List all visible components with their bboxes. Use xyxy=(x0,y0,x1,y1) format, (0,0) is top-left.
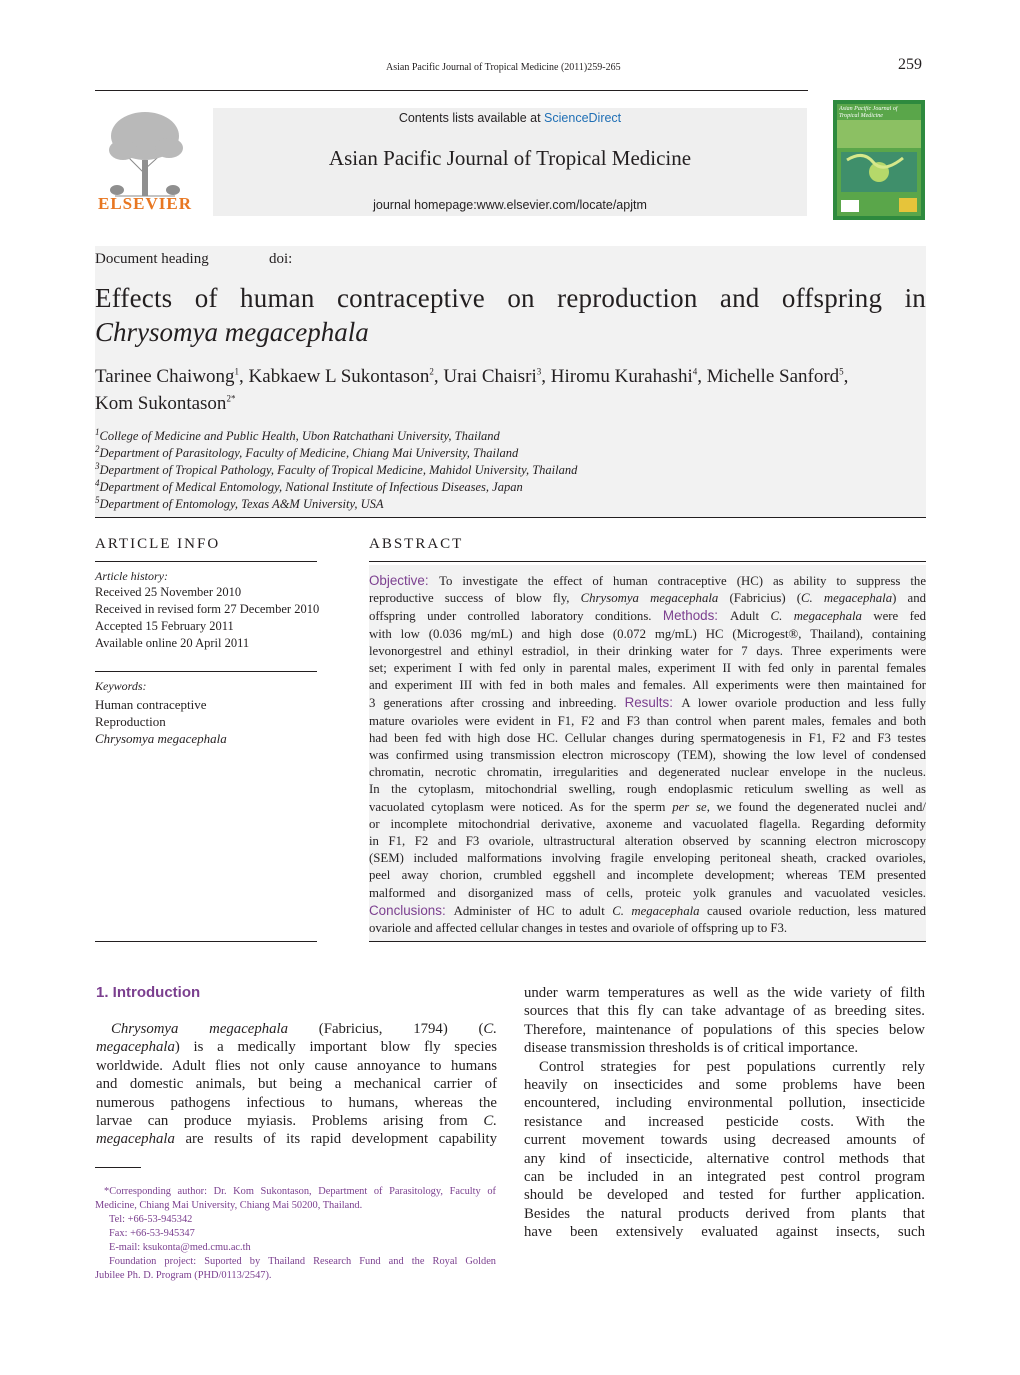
text-run: any kind of insecticide, alternative control methods that xyxy=(524,1150,925,1167)
elsevier-wordmark: ELSEVIER xyxy=(98,194,192,213)
text-run: and domestic animals, but being a mechanical carrier of xyxy=(96,1076,497,1093)
text-run: vacuolated cytoplasm were noticed. As for the sperm xyxy=(369,799,673,814)
abstract-line xyxy=(369,902,926,920)
section-label: Methods: xyxy=(662,608,730,624)
affiliation-list xyxy=(95,428,926,513)
text-run: A lower ovariole production and less fully xyxy=(681,696,926,711)
text-run: mature ovarioles were evident in F1, F2 and F3 than control when parent males, females and both xyxy=(369,713,926,728)
author-affiliation-marker: 4 xyxy=(692,366,698,377)
text-run: (Fabricius, 1794) ( xyxy=(288,1021,484,1037)
footnote-funding-2: Jubilee Ph. D. Program (PHD/0113/2547). xyxy=(95,1270,272,1281)
article-history-label: Article history: xyxy=(95,569,168,583)
text-run: numerous pathogens infectious to humans, whereas the xyxy=(96,1094,497,1111)
text-run: , we found the degenerated nuclei and/ xyxy=(706,799,926,814)
affiliation-number: 3 xyxy=(95,460,100,471)
author-name: Kabkaew L Sukontason xyxy=(248,366,430,387)
history-entry: Received 25 November 2010 xyxy=(95,585,242,599)
author-affiliation-marker: 3 xyxy=(536,366,542,377)
intro-line xyxy=(524,1205,925,1223)
journal-cover xyxy=(833,100,925,220)
abstract-line xyxy=(369,781,926,798)
abstract-line xyxy=(369,764,926,781)
text-run: Control strategies for pest populations currently rely xyxy=(539,1058,925,1075)
abstract-line xyxy=(369,660,926,677)
abstract-line xyxy=(369,747,926,764)
text-run: 3 generations after crossing and inbreeding. xyxy=(369,696,625,711)
text-run: ovariole and affected cellular changes in testes and ovariole of offspring up to F3. xyxy=(369,921,788,936)
footnote-corresponding-1: *Corresponding author: Dr. Kom Sukontason, Department of Parasitology, Faculty of xyxy=(104,1186,496,1197)
text-run: chromatin, necrotic chromatin, irregularities and degenerated nuclear envelope in the nucleus. xyxy=(369,765,926,780)
intro-line xyxy=(524,1094,925,1112)
introduction-right-column xyxy=(524,984,925,1242)
text-run: was confirmed using transmission electron microscopy (TEM), showing the low level of condensed xyxy=(369,748,926,763)
text-run: Besides the natural products derived from plants that xyxy=(524,1205,925,1222)
affiliation-text: Department of Medical Entomology, National Institute of Infectious Diseases, Japan xyxy=(99,480,523,494)
intro-line xyxy=(96,1094,497,1112)
text-run: (SEM) included malformations involving fragile enveloping peritoneal sheath, cracked ovarioles, xyxy=(369,851,926,866)
abstract-line xyxy=(369,572,926,590)
text-run: heavily on insecticides and some problems have been xyxy=(524,1077,925,1094)
affiliation xyxy=(95,479,926,496)
author-separator: , xyxy=(433,366,444,387)
text-run: and experiment III with fed in both males and females. All experiments were then maintained for xyxy=(369,678,926,693)
article-title-line-1: Effects of human contraceptive on reproduction and offspring in xyxy=(95,283,926,313)
section-label: Conclusions: xyxy=(369,902,454,918)
text-run: peel away chorion, crumbled eggshell and incomplete development; whereas TEM presented xyxy=(369,868,926,883)
text-run: caused ovariole reduction, less matured xyxy=(699,903,926,918)
running-header-citation: Asian Pacific Journal of Tropical Medicine (2011)259-265 xyxy=(386,62,621,73)
affiliation xyxy=(95,428,926,445)
text-run: under warm temperatures as well as the wide variety of filth xyxy=(524,985,925,1001)
doi-label: doi: xyxy=(269,251,293,267)
footnotes xyxy=(95,1185,496,1283)
intro-line xyxy=(524,984,925,1002)
author-list xyxy=(95,363,926,417)
keyword: Chrysomya megacephala xyxy=(95,731,227,746)
abstract-line xyxy=(369,920,926,937)
text-run: had been fed with high dose HC. Cellular changes during spermatogenesis in F1, F2 and F3 testes xyxy=(369,730,926,745)
title-block-bottom-rule xyxy=(95,517,926,518)
text-run: Therefore, maintenance of populations of this species below xyxy=(524,1021,925,1038)
keyword: Human contraceptive xyxy=(95,697,207,712)
text-run: C. megacephala xyxy=(770,609,862,624)
intro-line xyxy=(96,1130,497,1148)
affiliation-text: Department of Tropical Pathology, Faculty of Tropical Medicine, Mahidol University, Thailand xyxy=(99,463,578,477)
contents-availability xyxy=(213,111,807,125)
affiliation-text: Department of Parasitology, Faculty of Medicine, Chiang Mai University, Thailand xyxy=(99,446,519,460)
page-number: 259 xyxy=(898,56,922,73)
text-run: C. megacephala xyxy=(612,903,700,918)
affiliation xyxy=(95,462,926,479)
text-run: ) is a medically important blow fly species xyxy=(174,1039,497,1056)
text-run: C. xyxy=(483,1021,497,1037)
intro-line xyxy=(524,1021,925,1039)
affiliation xyxy=(95,496,926,513)
section-label: Objective: xyxy=(369,573,440,588)
author-affiliation-marker: 2 xyxy=(429,366,434,377)
text-run: To investigate the effect of human contraceptive (HC) as ability to suppress the xyxy=(439,574,926,588)
intro-line xyxy=(96,1112,497,1130)
author-separator: , xyxy=(541,366,551,387)
footnote-email[interactable]: E-mail: ksukonta@med.cmu.ac.th xyxy=(109,1242,251,1253)
introduction-left-column xyxy=(96,1020,497,1149)
article-history-list xyxy=(95,584,320,652)
text-run: were fed xyxy=(861,609,926,624)
text-run: megacephala xyxy=(96,1131,175,1148)
text-run: ) and xyxy=(892,591,926,606)
text-run: or incomplete mitochondrial derivative, axoneme and vacuolated flagella. Regarding deformity xyxy=(369,816,926,831)
introduction-heading: 1. Introduction xyxy=(96,984,201,1001)
abstract-line xyxy=(369,799,926,816)
affiliation-number: 4 xyxy=(95,477,100,488)
text-run: in F1, F2 and F3 ovariole, ultrastructural alteration observed by scanning electron microscopy xyxy=(369,834,926,849)
text-run: Chrysomya megacephala xyxy=(111,1021,289,1037)
intro-line xyxy=(524,1058,925,1076)
intro-line xyxy=(96,1057,497,1075)
intro-line xyxy=(524,1039,925,1057)
abstract-line xyxy=(369,643,926,660)
author-separator: , xyxy=(697,366,707,387)
text-run: C. xyxy=(483,1113,497,1130)
abstract-line xyxy=(369,694,926,712)
author-name: Hiromu Kurahashi xyxy=(550,366,693,387)
affiliation-number: 2 xyxy=(95,443,100,454)
text-run: offspring under controlled laboratory conditions. xyxy=(369,609,663,624)
masthead-panel xyxy=(213,108,807,216)
abstract-line xyxy=(369,850,926,867)
intro-line xyxy=(524,1168,925,1186)
section-label: Results: xyxy=(624,695,682,711)
text-run: malformed and disorganized mass of cells, proteic yolk granules and vacuolated vesicles. xyxy=(369,885,926,900)
article-info-rule-mid xyxy=(95,671,317,672)
article-info-heading: ARTICLE INFO xyxy=(95,536,221,552)
text-run: larvae can produce myiasis. Problems arising from xyxy=(96,1113,484,1130)
intro-line xyxy=(96,1038,497,1056)
keyword: Reproduction xyxy=(95,714,166,729)
text-run: encountered, including environmental pollution, insecticide xyxy=(524,1095,925,1112)
abstract-line xyxy=(369,730,926,747)
author-separator: , xyxy=(843,366,849,387)
text-run: have been extensively evaluated against insects, such xyxy=(524,1224,925,1241)
text-run: Chrysomya megacephala xyxy=(580,591,719,606)
journal-homepage[interactable]: journal homepage:www.elsevier.com/locate/apjtm xyxy=(373,198,647,212)
abstract-rule-top xyxy=(369,561,926,562)
abstract-line xyxy=(369,885,926,902)
intro-line xyxy=(96,1020,497,1038)
abstract-line xyxy=(369,626,926,643)
affiliation-number: 5 xyxy=(95,494,100,505)
text-run: set; experiment I with fed only in parental males, experiment II with fed only in parental females xyxy=(369,661,926,676)
header-rule xyxy=(95,90,808,91)
footnote-tel: Tel: +66-53-945342 xyxy=(109,1214,193,1225)
text-run: disease transmission thresholds is of critical importance. xyxy=(524,1040,859,1057)
text-run: can be included in an integrated pest control program xyxy=(524,1169,925,1186)
intro-line xyxy=(524,1223,925,1241)
text-run: per se xyxy=(672,799,707,814)
text-run: megacephala xyxy=(96,1039,175,1056)
keywords-list xyxy=(95,696,317,747)
text-run: reproductive success of blow fly, xyxy=(369,591,581,606)
author-name: Urai Chaisri xyxy=(443,366,537,387)
keywords-label: Keywords: xyxy=(95,679,147,693)
author-affiliation-marker: 5 xyxy=(839,366,844,377)
abstract-line xyxy=(369,590,926,607)
abstract-rule-bottom xyxy=(369,941,926,942)
text-run: Adult xyxy=(729,609,771,624)
text-run: C. megacephala xyxy=(801,591,893,606)
footnote-rule xyxy=(95,1167,141,1168)
text-run: levonorgestrel and ethinyl estradiol, in their drinking water for 7 days. Three experiments were xyxy=(369,643,926,658)
intro-line xyxy=(96,1075,497,1093)
document-heading: Document heading xyxy=(95,251,209,267)
text-run: sources that this fly can take advantage of as breeding sites. xyxy=(524,1003,925,1020)
article-info-rule-top xyxy=(95,561,317,562)
cover-title: Asian Pacific Journal of Tropical Medicine xyxy=(839,106,898,119)
intro-line xyxy=(524,1186,925,1204)
abstract-body xyxy=(369,572,926,937)
footnote-fax: Fax: +66-53-945347 xyxy=(109,1228,195,1239)
footnote-funding-1: Foundation project: Suported by Thailand Research Fund and the Royal Golden xyxy=(109,1256,496,1267)
text-run: In the cytoplasm, mitochondrial swelling, rough endoplasmic reticulum swelling as well as xyxy=(369,782,926,797)
affiliation-text: Department of Entomology, Texas A&M University, USA xyxy=(99,497,384,511)
abstract-line xyxy=(369,713,926,730)
article-title-line-2: Chrysomya megacephala xyxy=(95,317,369,347)
article-info-rule-bottom xyxy=(95,941,317,942)
footnote-corresponding-2: Medicine, Chiang Mai University, Chiang Mai 50200, Thailand. xyxy=(95,1200,363,1211)
affiliation-text: College of Medicine and Public Health, Ubon Ratchathani University, Thailand xyxy=(99,429,500,443)
author-affiliation-marker: 1 xyxy=(234,366,240,377)
author-affiliation-marker: 2* xyxy=(226,393,236,404)
text-run: Administer of HC to adult xyxy=(453,903,613,918)
journal-name: Asian Pacific Journal of Tropical Medicine xyxy=(328,146,692,170)
intro-line xyxy=(524,1150,925,1168)
history-entry: Available online 20 April 2011 xyxy=(95,636,250,650)
abstract-line xyxy=(369,607,926,625)
contents-prefix: Contents lists available at xyxy=(398,111,545,125)
author-name: Tarinee Chaiwong xyxy=(95,366,235,387)
intro-line xyxy=(524,1131,925,1149)
abstract-line xyxy=(369,816,926,833)
history-entry: Received in revised form 27 December 2010 xyxy=(95,602,320,616)
text-run: current movement towards using decreased amounts of xyxy=(524,1132,925,1149)
affiliation-number: 1 xyxy=(95,426,100,437)
history-entry: Accepted 15 February 2011 xyxy=(95,619,234,633)
elsevier-logo xyxy=(95,104,195,216)
text-run: are results of its rapid development capability xyxy=(174,1131,497,1148)
abstract-line xyxy=(369,677,926,694)
abstract-line xyxy=(369,833,926,850)
intro-line xyxy=(524,1002,925,1020)
affiliation xyxy=(95,445,926,462)
text-run: resistance and increased pesticide costs. With the xyxy=(524,1113,925,1130)
author-name: Kom Sukontason xyxy=(95,393,227,414)
text-run: worldwide. Adult flies not only cause annoyance to humans xyxy=(96,1057,497,1074)
abstract-line xyxy=(369,867,926,884)
intro-line xyxy=(524,1113,925,1131)
intro-line xyxy=(524,1076,925,1094)
text-run: should be developed and tested for further application. xyxy=(524,1187,925,1204)
sciencedirect-link[interactable]: ScienceDirect xyxy=(544,111,622,125)
text-run: (Fabricius) ( xyxy=(718,591,801,606)
author-name: Michelle Sanford xyxy=(706,366,840,387)
text-run: with low (0.036 mg/mL) and high dose (0.072 mg/mL) HC (Microgest®, Thailand), containing xyxy=(369,626,926,641)
abstract-heading: ABSTRACT xyxy=(369,536,464,552)
author-separator: , xyxy=(239,366,249,387)
